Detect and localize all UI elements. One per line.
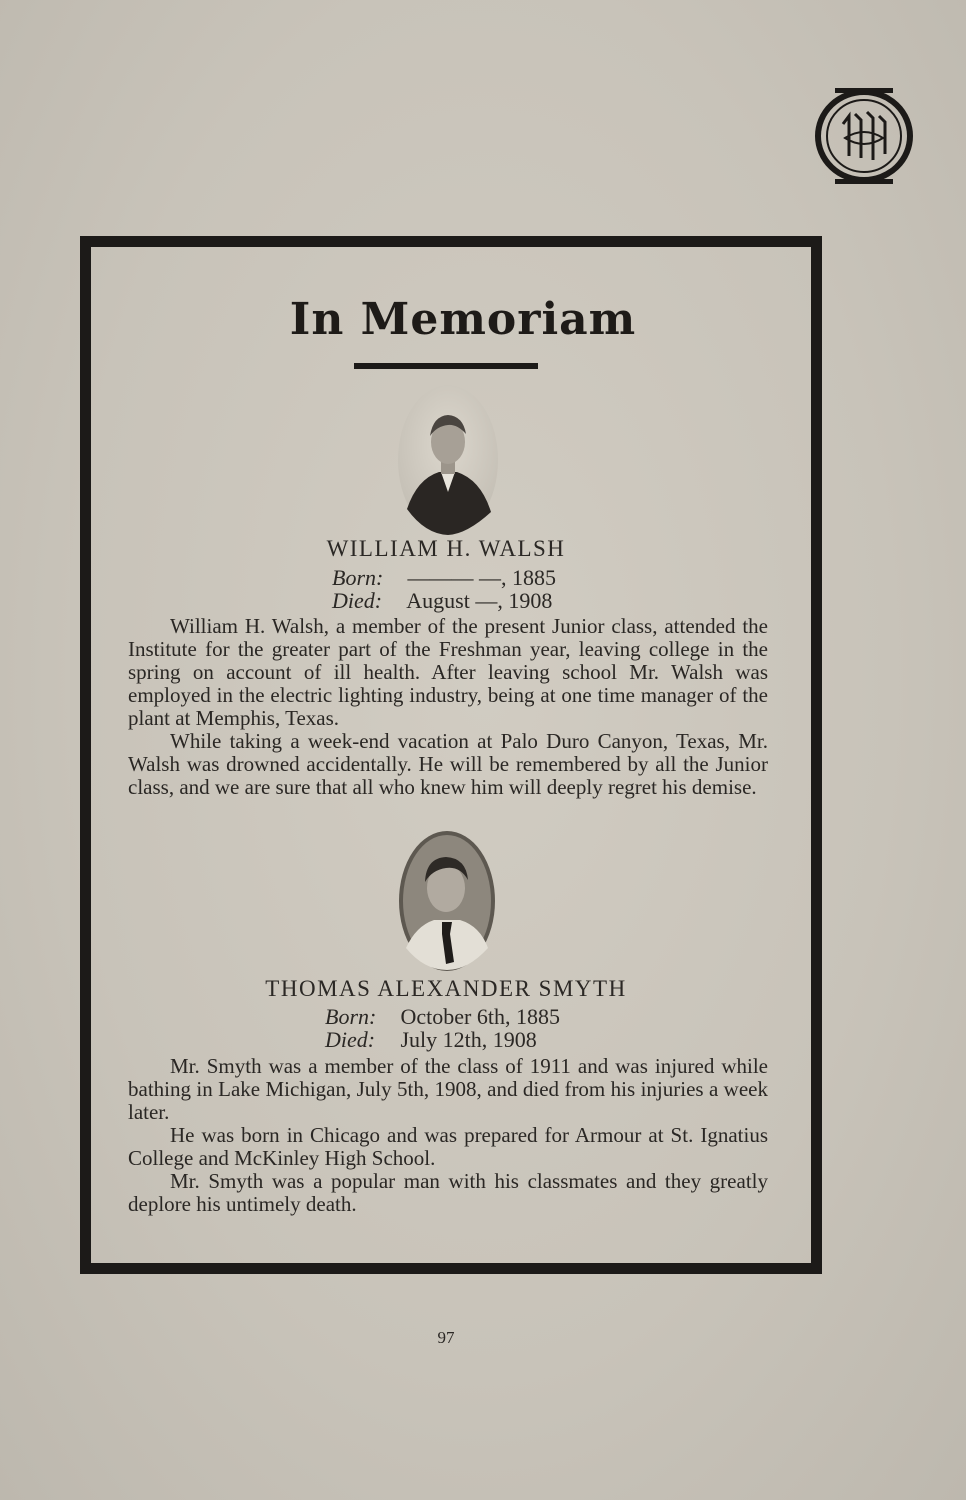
bio-paragraph: Mr. Smyth was a popular man with his classmates and they greatly deplore his untimely death. [128,1169,768,1216]
entry-name: THOMAS ALEXANDER SMYTH [265,976,627,1001]
entry-name: WILLIAM H. WALSH [326,536,566,561]
bio-paragraph: Mr. Smyth was a member of the class of 1911 and was injured while bathing in Lake Michigan, July 5th, 1908, and died from his injuries a week later. [128,1054,768,1124]
born-value: ——— —, 1885 [407,565,556,590]
portrait-thomas-smyth [398,830,496,972]
page-number: 97 [437,1328,455,1347]
died-value: July 12th, 1908 [400,1027,537,1052]
entry-dates [325,1005,560,1051]
bio-paragraph: While taking a week-end vacation at Palo Duro Canyon, Texas, Mr. Walsh was drowned accidentally. He will be remembered by all the Junior class, and we are sure that all who knew him will deeply regret his demise. [128,729,768,799]
page-title: In Memoriam [289,294,637,345]
born-label: Born: [325,1004,377,1029]
died-label: Died: [332,588,383,613]
title-underline [354,363,538,369]
entry-biography [128,615,768,799]
died-value: August —, 1908 [406,588,553,613]
born-value: October 6th, 1885 [400,1004,560,1029]
portrait-william-walsh [397,384,499,536]
died-label: Died: [325,1027,376,1052]
entry-biography [128,1055,768,1216]
entry-dates [332,566,556,612]
born-label: Born: [332,565,384,590]
bio-paragraph: William H. Walsh, a member of the present Junior class, attended the Institute for the greater part of the Freshman year, leaving college in the spring on account of ill health. After leaving school Mr. Walsh was employed in the electric lighting industry, being at one time manager of the plant at Memphis, Texas. [128,614,768,730]
bio-paragraph: He was born in Chicago and was prepared for Armour at St. Ignatius College and McKinley High School. [128,1123,768,1170]
school-seal-icon [815,86,913,186]
